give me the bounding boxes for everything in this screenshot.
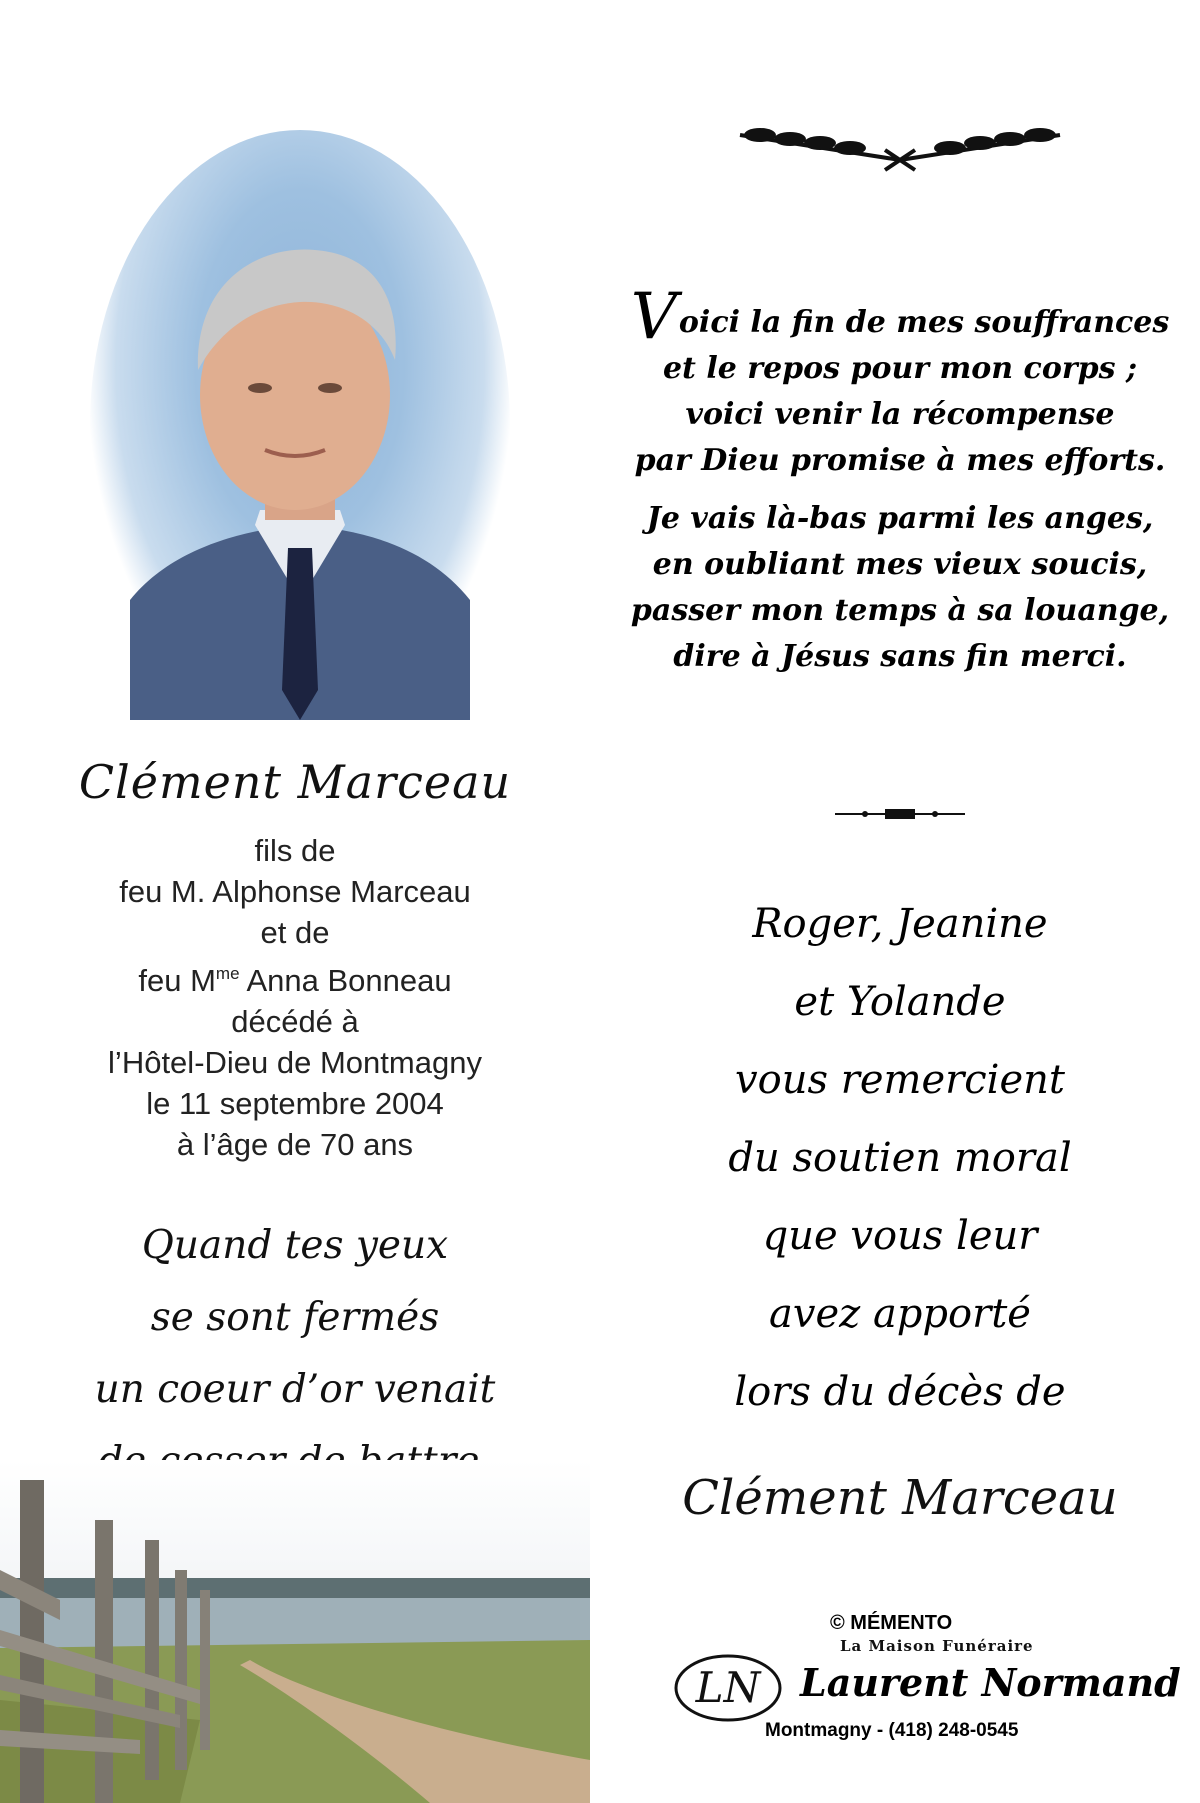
quote-line: Quand tes yeux: [141, 1223, 449, 1268]
poem-line: Je vais là-bas parmi les anges,: [646, 501, 1154, 536]
bio-mother-prefix: feu M: [138, 963, 216, 998]
bio-line: décédé à: [231, 1004, 359, 1039]
memento-label: © MÉMENTO: [830, 1612, 953, 1634]
poem-first-line: [630, 280, 1170, 354]
thanks-line: du soutien moral: [728, 1135, 1072, 1181]
deceased-name: Clément Marceau: [78, 755, 512, 809]
thanks-line: lors du décès de: [734, 1369, 1066, 1415]
bio-mother-name: Anna Bonneau: [239, 963, 452, 998]
bio-line: le 11 septembre 2004: [146, 1086, 444, 1121]
poem-line: et le repos pour mon corps ;: [662, 351, 1138, 386]
thank-you-message: [600, 885, 1200, 1431]
memorial-quote: [0, 1210, 590, 1498]
funeral-home-name: Laurent Normand: [800, 1660, 1181, 1705]
poem-stanza-2: [630, 496, 1170, 680]
thanks-line: avez apporté: [769, 1291, 1031, 1337]
bio-line: feu M. Alphonse Marceau: [119, 874, 471, 909]
quote-line: se sont fermés: [150, 1295, 440, 1340]
poem-line: dire à Jésus sans fin merci.: [673, 639, 1127, 674]
left-panel: [0, 0, 590, 1803]
poem-dropcap: V: [630, 280, 677, 354]
logo-monogram: LN: [695, 1663, 761, 1712]
portrait-illustration: [90, 130, 510, 720]
poem-line: oici la fin de mes souffrances: [678, 305, 1170, 340]
poem-line: passer mon temps à sa louange,: [630, 593, 1170, 628]
right-panel: [600, 0, 1200, 1803]
divider-ornament-icon: [835, 806, 965, 822]
thanks-line: que vous leur: [762, 1213, 1038, 1259]
funeral-home-contact: Montmagny - (418) 248-0545: [765, 1720, 1019, 1741]
poem-line: voici venir la récompense: [685, 397, 1115, 432]
deceased-name-closing: Clément Marceau: [682, 1470, 1118, 1526]
quote-line: un coeur d’or venait: [94, 1367, 496, 1412]
bio-line: et de: [260, 915, 330, 950]
funeral-home-logo: [670, 1650, 785, 1725]
bio-line: l’Hôtel-Dieu de Montmagny: [108, 1045, 482, 1080]
poem-line: par Dieu promise à mes efforts.: [634, 443, 1166, 478]
poem: [630, 280, 1170, 680]
poem-line: en oubliant mes vieux soucis,: [652, 547, 1148, 582]
bio-line: à l’âge de 70 ans: [176, 1127, 414, 1162]
thanks-line: et Yolande: [794, 979, 1006, 1025]
thanks-line: Roger, Jeanine: [752, 901, 1048, 947]
biography: [0, 830, 590, 1165]
thanks-line: vous remercient: [735, 1057, 1065, 1103]
funeral-home-tagline: La Maison Funéraire: [840, 1637, 1034, 1655]
bio-line-mother: [0, 953, 590, 1001]
bio-mother-superscript: me: [215, 964, 240, 983]
landscape-image: [0, 1460, 590, 1803]
portrait-photo: [90, 130, 510, 720]
bio-line: fils de: [254, 833, 336, 868]
wheat-ornament-icon: [720, 115, 1080, 175]
